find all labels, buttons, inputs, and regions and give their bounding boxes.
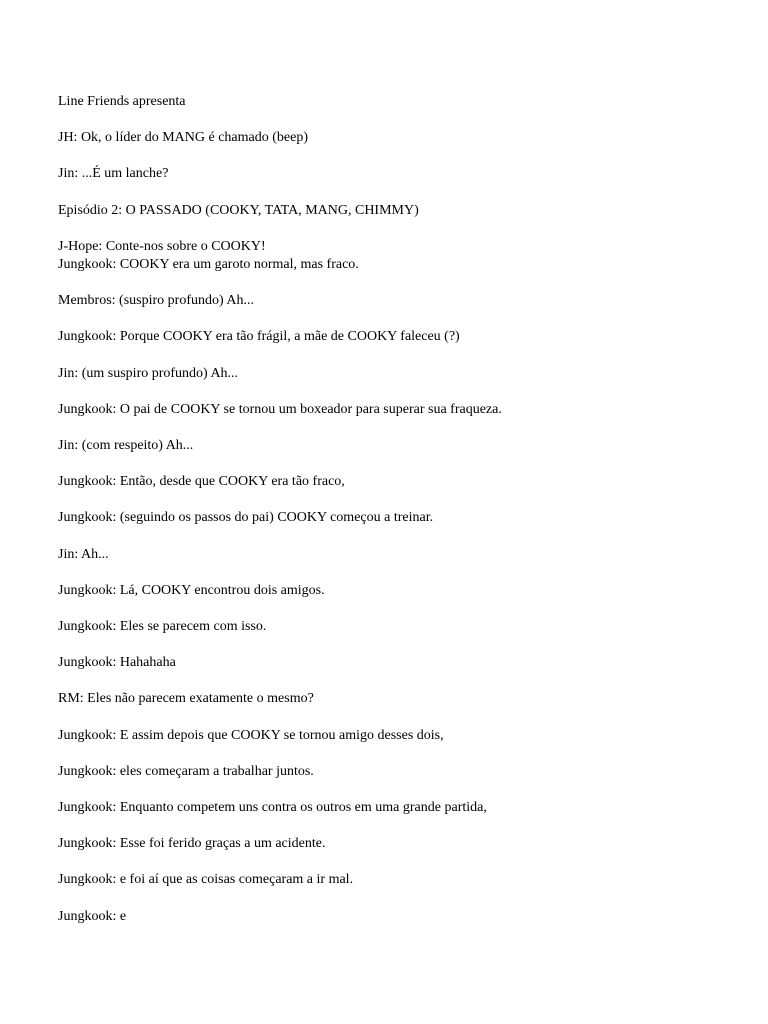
paragraph <box>58 509 738 527</box>
text-line: Jungkook: Eles se parecem com isso. <box>58 619 267 635</box>
paragraph <box>58 763 738 781</box>
text-line: Jungkook: eles começaram a trabalhar juntos. <box>58 763 314 779</box>
paragraph <box>58 690 738 708</box>
text-line: Jungkook: E assim depois que COOKY se tornou amigo desses dois, <box>58 727 444 743</box>
paragraph <box>58 365 738 383</box>
text-line: Jungkook: O pai de COOKY se tornou um boxeador para superar sua fraqueza. <box>58 401 502 417</box>
paragraph <box>58 238 738 274</box>
paragraph <box>58 582 738 600</box>
paragraph <box>58 328 738 346</box>
paragraph <box>58 546 738 564</box>
text-line: Episódio 2: O PASSADO (COOKY, TATA, MANG, CHIMMY) <box>58 202 419 218</box>
paragraph <box>58 618 738 636</box>
text-line: Jungkook: Esse foi ferido graças a um acidente. <box>58 836 326 852</box>
episode-heading <box>58 202 738 220</box>
paragraph <box>58 799 738 817</box>
text-line: Jin: Ah... <box>58 546 109 562</box>
text-line: Jin: ...É um lanche? <box>58 166 169 182</box>
text-line: Jungkook: Lá, COOKY encontrou dois amigos. <box>58 582 325 598</box>
text-line: Jin: (um suspiro profundo) Ah... <box>58 365 239 381</box>
paragraph <box>58 835 738 853</box>
paragraph <box>58 727 738 745</box>
text-line: Jungkook: Porque COOKY era tão frágil, a mãe de COOKY faleceu (?) <box>58 329 460 345</box>
paragraph <box>58 908 738 926</box>
text-line: Jin: (com respeito) Ah... <box>58 438 194 454</box>
text-line: Jungkook: Enquanto competem uns contra os outros em uma grande partida, <box>58 800 487 816</box>
paragraph <box>58 93 738 111</box>
text-line: Jungkook: e <box>58 908 127 924</box>
text-line: Jungkook: Hahahaha <box>58 655 176 671</box>
text-line: Membros: (suspiro profundo) Ah... <box>58 293 254 309</box>
paragraph <box>58 401 738 419</box>
paragraph <box>58 437 738 455</box>
paragraph <box>58 654 738 672</box>
document-body <box>58 93 738 944</box>
text-line: RM: Eles não parecem exatamente o mesmo? <box>58 691 314 707</box>
text-line: JH: Ok, o líder do MANG é chamado (beep) <box>58 130 308 146</box>
text-line: Jungkook: e foi aí que as coisas começaram a ir mal. <box>58 872 354 888</box>
text-line: Jungkook: COOKY era um garoto normal, mas fraco. <box>58 257 359 273</box>
text-line: Jungkook: (seguindo os passos do pai) COOKY começou a treinar. <box>58 510 434 526</box>
paragraph <box>58 473 738 491</box>
text-line: Line Friends apresenta <box>58 94 186 109</box>
paragraph <box>58 165 738 183</box>
text-line: Jungkook: Então, desde que COOKY era tão fraco, <box>58 474 345 490</box>
paragraph <box>58 129 738 147</box>
paragraph <box>58 292 738 310</box>
text-line: J-Hope: Conte-nos sobre o COOKY! <box>58 238 266 254</box>
paragraph <box>58 871 738 889</box>
